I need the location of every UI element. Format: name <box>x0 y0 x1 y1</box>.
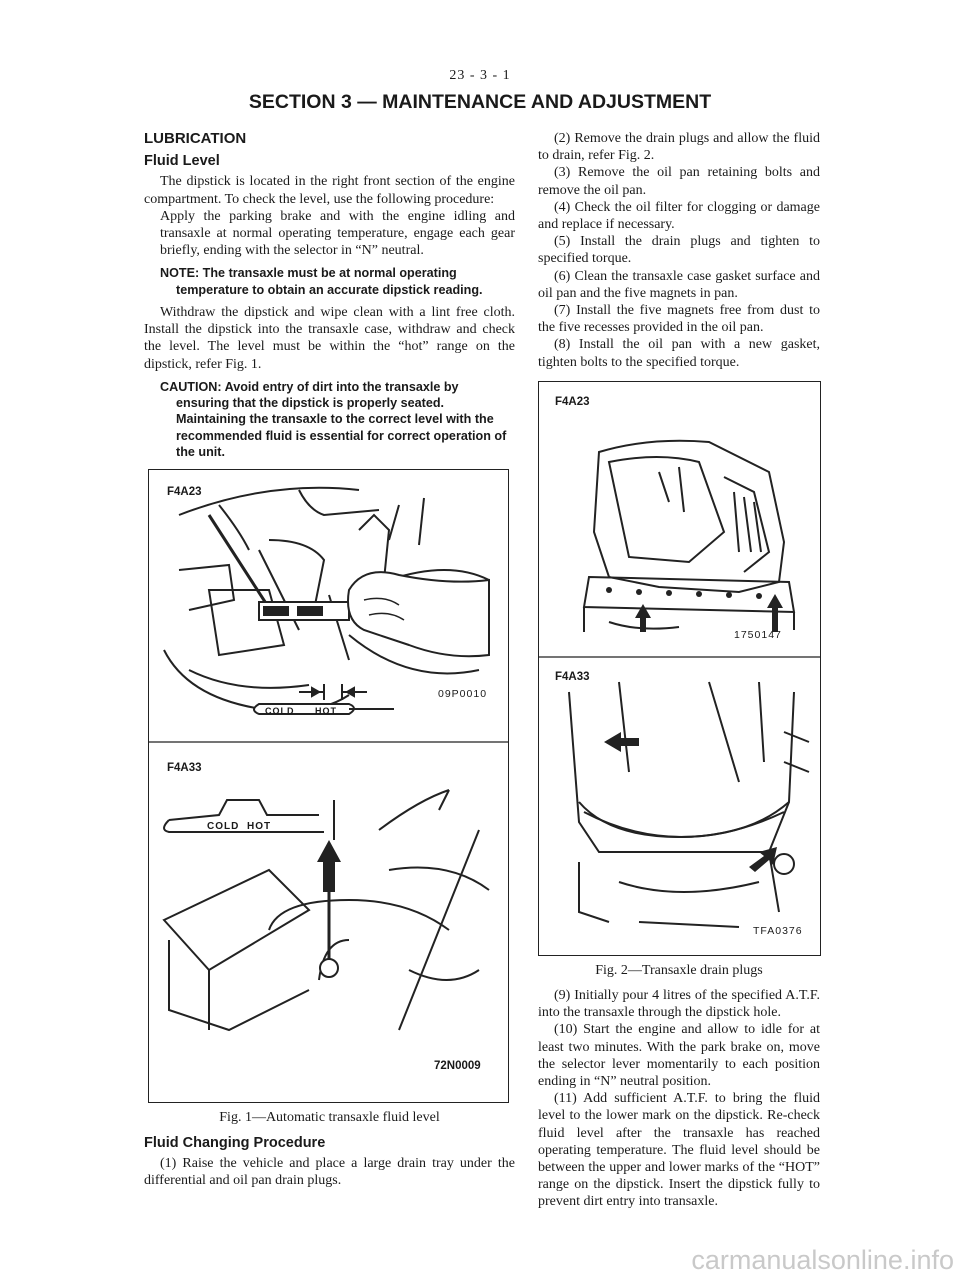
lubrication-heading: LUBRICATION <box>144 130 247 147</box>
fig1-top-model-label: F4A23 <box>167 486 202 499</box>
fig1-top-code: 09P0010 <box>438 688 488 701</box>
caution-text: CAUTION: Avoid entry of dirt into the transaxle by ensuring that the dipstick is properly seated. Maintaining the transaxle to the correct level with the recommended fluid is essential for correct operation of the unit. <box>160 379 507 460</box>
step-9: (9) Initially pour 4 litres of the specified A.T.F. into the transaxle through the dipstick hole. <box>538 988 820 1021</box>
fig2-top-model-label: F4A23 <box>555 395 590 408</box>
fluid-level-procedure: Apply the parking brake and with the engine idling and transaxle at normal operating temperature, engage each gear briefly, ending with the selector in “N” neutral. <box>160 208 515 259</box>
fig1-illustration <box>149 470 508 1102</box>
section-title: SECTION 3 — MAINTENANCE AND ADJUSTMENT <box>248 91 712 113</box>
step-8: (8) Install the oil pan with a new gasket, tighten bolts to the specified torque. <box>538 337 820 370</box>
dipstick-cold-mark: COLD <box>265 706 295 717</box>
step-3: (3) Remove the oil pan retaining bolts and remove the oil pan. <box>538 165 820 198</box>
dipstick-hot-mark-bottom: HOT <box>247 821 272 833</box>
page-number: 23 - 3 - 1 <box>449 68 511 83</box>
fluid-changing-heading: Fluid Changing Procedure <box>144 1134 326 1151</box>
step-5: (5) Install the drain plugs and tighten to specified torque. <box>538 234 820 267</box>
fig1-bottom-model-label: F4A33 <box>167 762 202 775</box>
fig2-panel <box>538 381 821 956</box>
step-2: (2) Remove the drain plugs and allow the fluid to drain, refer Fig. 2. <box>538 131 820 164</box>
step-7: (7) Install the five magnets free from dust to the five recesses provided in the oil pan. <box>538 303 820 336</box>
fig2-top-code: 1750147 <box>734 628 782 641</box>
note-text: NOTE: The transaxle must be at normal operating temperature to obtain an accurate dipstick reading. <box>160 266 483 297</box>
step-4: (4) Check the oil filter for clogging or damage and replace if necessary. <box>538 199 820 233</box>
watermark-text: carmanualsonline.info <box>691 1245 954 1275</box>
right-column <box>538 130 820 1211</box>
fluid-level-intro: The dipstick is located in the right front section of the engine compartment. To check the level, use the following procedure: <box>144 174 515 207</box>
fig1-bottom-code: 72N0009 <box>434 1060 481 1073</box>
step-11: (11) Add sufficient A.T.F. to bring the fluid level to the lower mark on the dipstick. Re-check fluid level after the transaxle has reached operating temperature. The fluid level should be between the upper and lower marks of the “HOT” range on the dipstick. Insert the dipstick fully to prevent dirt entry into transaxle. <box>538 1091 820 1210</box>
fig2-bottom-code: TFA0376 <box>753 924 803 937</box>
step-6: (6) Clean the transaxle case gasket surface and oil pan and the five magnets in pan. <box>538 268 820 301</box>
fig2-caption: Fig. 2—Transaxle drain plugs <box>595 962 763 978</box>
fig1-caption: Fig. 1—Automatic transaxle fluid level <box>219 1110 440 1126</box>
dipstick-hot-mark: HOT <box>315 706 337 717</box>
dipstick-cold-mark-bottom: COLD <box>207 821 240 833</box>
fluid-level-heading: Fluid Level <box>144 153 220 170</box>
dipstick-paragraph: Withdraw the dipstick and wipe clean with a lint free cloth. Install the dipstick into the transaxle case, withdraw and check the level. The level must be within the “hot” range on the dipstick, refer Fig. 1. <box>144 305 515 372</box>
fig1-panel <box>148 469 509 1103</box>
step-1: (1) Raise the vehicle and place a large drain tray under the differential and oil pan drain plugs. <box>144 1155 515 1188</box>
fig2-bottom-model-label: F4A33 <box>555 670 590 683</box>
left-column <box>144 130 515 1189</box>
step-10: (10) Start the engine and allow to idle for at least two minutes. With the park brake on, move the selector lever momentarily to each position ending in “N” neutral position. <box>538 1022 820 1090</box>
